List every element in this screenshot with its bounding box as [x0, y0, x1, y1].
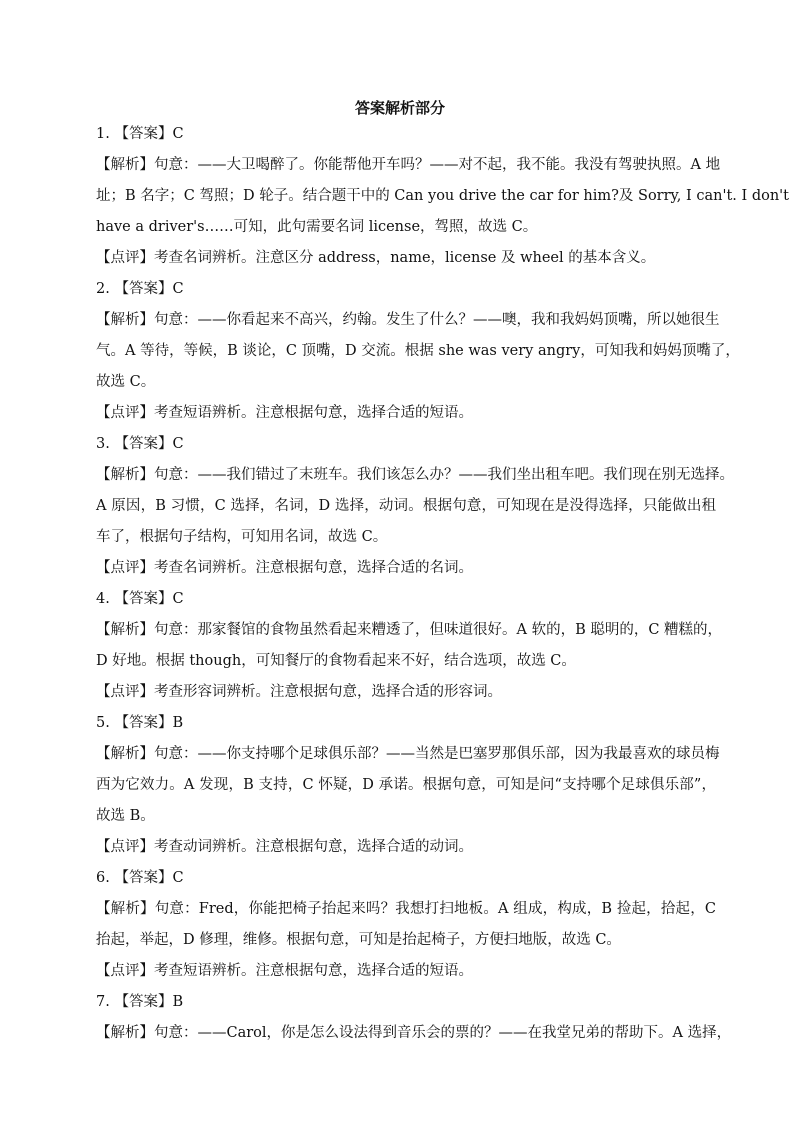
text-line: 4. 【答案】C	[96, 591, 184, 607]
text-line: 7. 【答案】B	[96, 994, 184, 1010]
text-line: 【解析】句意：——你看起来不高兴，约翰。发生了什么？——噢，我和我妈妈顶嘴，所以她很生	[96, 312, 720, 328]
text-line: 故选 B。	[96, 808, 155, 824]
text-line: 【解析】句意：——大卫喝醉了。你能帮他开车吗？——对不起，我不能。我没有驾驶执照。A 地	[96, 157, 721, 173]
text-line: D 好地。根据 though，可知餐厅的食物看起来不好，结合选项，故选 C。	[96, 653, 576, 669]
text-line: A 原因，B 习惯，C 选择，名词，D 选择，动词。根据句意，可知现在是没得选择，只能做出租	[96, 498, 716, 514]
text-line: 5. 【答案】B	[96, 715, 184, 731]
text-line: 【解析】句意：——我们错过了末班车。我们该怎么办？——我们坐出租车吧。我们现在别无选择。	[96, 467, 734, 483]
text-line: 【解析】句意：Fred，你能把椅子抬起来吗？我想打扫地板。A 组成，构成，B 捡起，拾起，C	[96, 901, 716, 917]
text-line: 车了，根据句子结构，可知用名词，故选 C。	[96, 529, 388, 545]
text-line: 气。A 等待，等候，B 谈论，C 顶嘴，D 交流。根据 she was very angry，可知我和妈妈顶嘴了，	[96, 343, 740, 359]
text-line: 【点评】考查短语辨析。注意根据句意，选择合适的短语。	[96, 405, 473, 421]
text-line: 【点评】考查短语辨析。注意根据句意，选择合适的短语。	[96, 963, 473, 979]
text-line: 【解析】句意：——Carol，你是怎么设法得到音乐会的票的？——在我堂兄弟的帮助下。A 选择，	[96, 1025, 732, 1041]
text-line: 1. 【答案】C	[96, 126, 184, 142]
text-line: 故选 C。	[96, 374, 156, 390]
text-line: 抬起，举起，D 修理，维修。根据句意，可知是抬起椅子，方便扫地版，故选 C。	[96, 932, 621, 948]
text-line: 西为它效力。A 发现，B 支持，C 怀疑，D 承诺。根据句意，可知是问“支持哪个足球俱乐部”，	[96, 777, 716, 793]
text-line: 【点评】考查名词辨析。注意根据句意，选择合适的名词。	[96, 560, 473, 576]
text-line: have a driver's……可知，此句需要名词 license，驾照，故选 C。	[96, 219, 538, 235]
text-line: 3. 【答案】C	[96, 436, 184, 452]
text-line: 6. 【答案】C	[96, 870, 184, 886]
page-title: 答案解析部分	[354, 99, 445, 117]
text-line: 址；B 名字；C 驾照；D 轮子。结合题干中的 Can you drive the car for him?及 Sorry, I can't. I don't	[96, 188, 789, 204]
text-line: 【点评】考查形容词辨析。注意根据句意，选择合适的形容词。	[96, 684, 502, 700]
text-line: 【解析】句意：——你支持哪个足球俱乐部？——当然是巴塞罗那俱乐部，因为我最喜欢的球员梅	[96, 746, 720, 762]
text-line: 【点评】考查名词辨析。注意区分 address，name，license 及 wheel 的基本含义。	[96, 250, 656, 266]
text-line: 【点评】考查动词辨析。注意根据句意，选择合适的动词。	[96, 839, 473, 855]
text-line: 【解析】句意：那家餐馆的食物虽然看起来糟透了，但味道很好。A 软的，B 聪明的，C 糟糕的，	[96, 622, 723, 638]
text-line: 2. 【答案】C	[96, 281, 184, 297]
